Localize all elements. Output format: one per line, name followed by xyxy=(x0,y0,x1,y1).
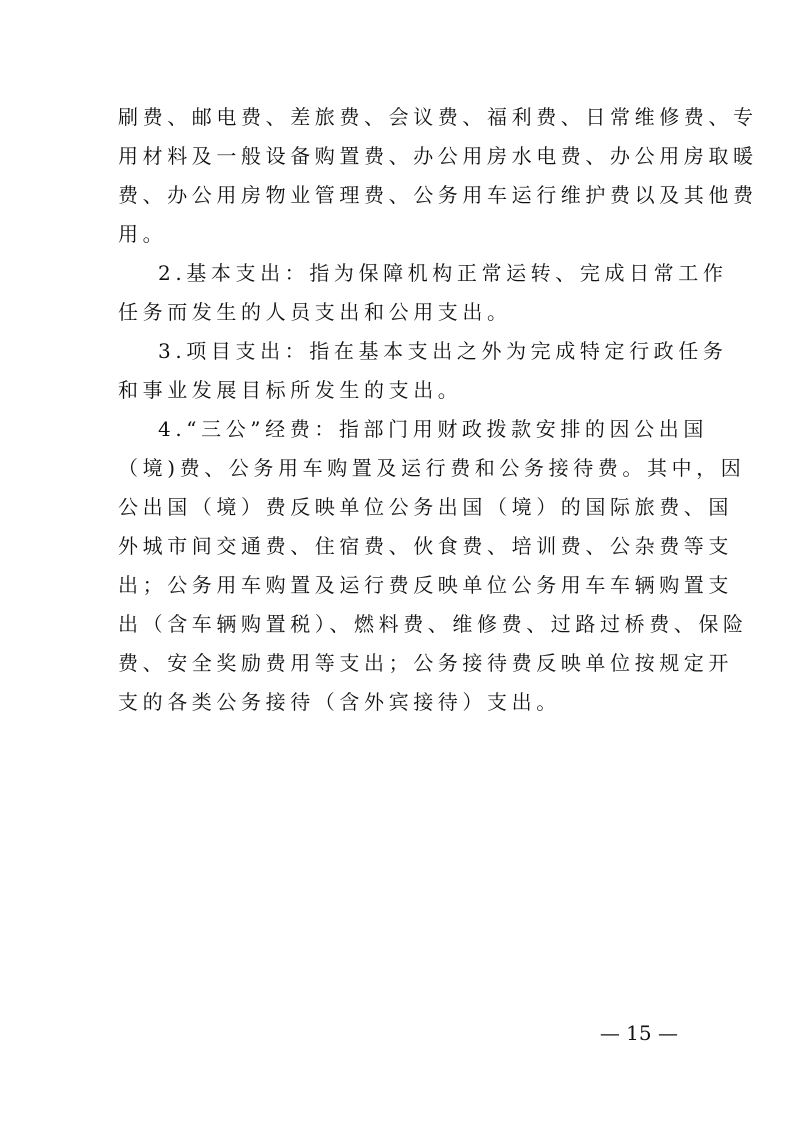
text-line-2: 用材料及一般设备购置费、办公用房水电费、办公用房取暖 xyxy=(118,144,758,168)
page-number: — 15 — xyxy=(599,1021,678,1045)
text-line-7: 3.项目支出：指在基本支出之外为完成特定行政任务 xyxy=(158,339,728,363)
text-line-12: 外城市间交通费、住宿费、伙食费、培训费、公杂费等支 xyxy=(118,534,733,558)
text-line-16: 支的各类公务接待（含外宾接待）支出。 xyxy=(118,690,561,714)
text-line-6: 任务而发生的人员支出和公用支出。 xyxy=(118,300,512,324)
text-line-4: 用。 xyxy=(118,222,168,246)
text-line-14: 出（含车辆购置税）、燃料费、维修费、过路过桥费、保险 xyxy=(118,612,748,636)
text-line-15: 费、安全奖励费用等支出；公务接待费反映单位按规定开 xyxy=(118,651,733,675)
text-line-5: 2.基本支出：指为保障机构正常运转、完成日常工作 xyxy=(158,261,728,285)
text-line-11: 公出国（境）费反映单位公务出国（境）的国际旅费、国 xyxy=(118,495,733,519)
text-line-13: 出；公务用车购置及运行费反映单位公务用车车辆购置支 xyxy=(118,573,733,597)
text-line-1: 刷费、邮电费、差旅费、会议费、福利费、日常维修费、专 xyxy=(118,105,758,129)
text-line-10: （境)费、公务用车购置及运行费和公务接待费。其中，因 xyxy=(118,456,746,480)
text-line-8: 和事业发展目标所发生的支出。 xyxy=(118,378,463,402)
text-line-9: 4.“三公”经费：指部门用财政拨款安排的因公出国 xyxy=(158,417,708,441)
text-line-3: 费、办公用房物业管理费、公务用车运行维护费以及其他费 xyxy=(118,183,758,207)
